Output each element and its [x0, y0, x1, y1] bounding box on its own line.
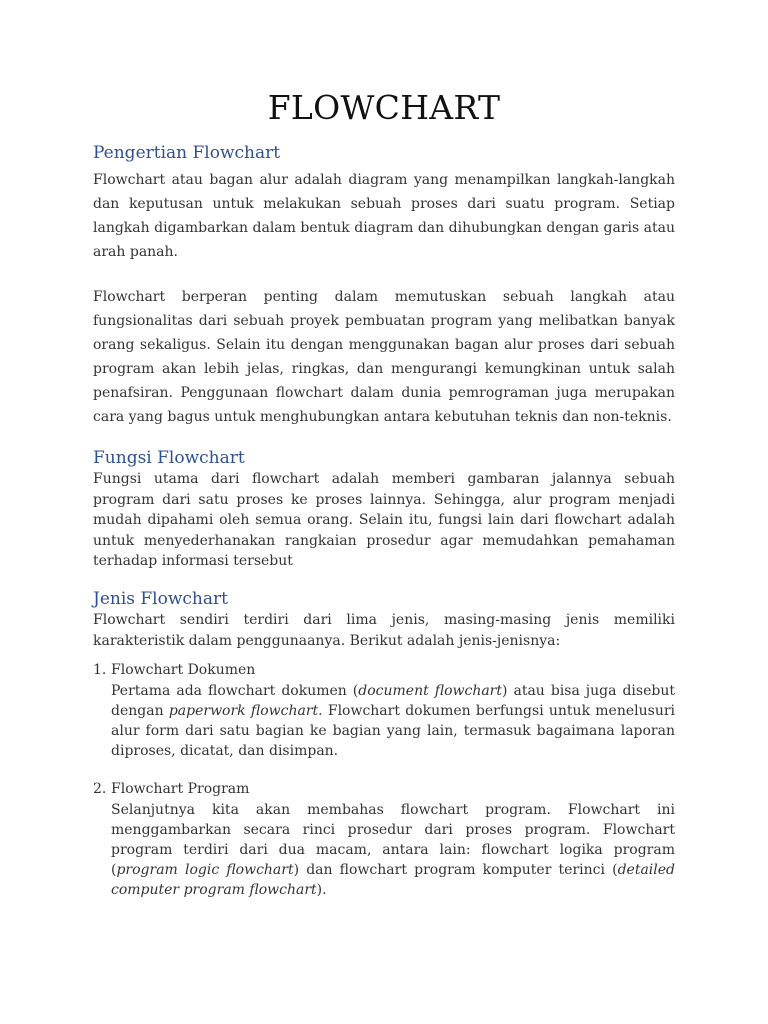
list-item-title-2: Flowchart Program	[111, 781, 250, 797]
list-number-1: 1.	[93, 662, 107, 678]
heading-fungsi: Fungsi Flowchart	[93, 448, 245, 468]
list-item-body-2: Selanjutnya kita akan membahas flowchart program. Flowchart ini menggambarkan secara rinci prosedur dari proses program. Flowchart program terdiri dari dua macam, antara lain: flowchart logika program (program logic flowchart) dan flowchart program komputer terinci (detailed computer program flowchart).	[111, 802, 675, 898]
list-item-title-1: Flowchart Dokumen	[111, 662, 256, 678]
paragraph-pengertian-1: Flowchart atau bagan alur adalah diagram yang menampilkan langkah-langkah dan keputusan untuk melakukan sebuah proses dari suatu program. Setiap langkah digambarkan dalam bentuk diagram dan dihubungkan dengan garis atau arah panah.	[93, 172, 675, 260]
paragraph-pengertian-2: Flowchart berperan penting dalam memutuskan sebuah langkah atau fungsionalitas dari sebuah proyek pembuatan program yang melibatkan banyak orang sekaligus. Selain itu dengan menggunakan bagan alur proses dari sebuah program akan lebih jelas, ringkas, dan mengurangi kemungkinan untuk salah penafsiran. Penggunaan flowchart dalam dunia pemrograman juga merupakan cara yang bagus untuk menghubungkan antara kebutuhan teknis dan non-teknis.	[93, 289, 675, 425]
heading-pengertian: Pengertian Flowchart	[93, 143, 281, 163]
heading-jenis: Jenis Flowchart	[93, 589, 228, 609]
page-title: FLOWCHART	[267, 88, 501, 127]
list-item-body-1: Pertama ada flowchart dokumen (document flowchart) atau bisa juga disebut dengan paperwork flowchart. Flowchart dokumen berfungsi untuk menelusuri alur form dari satu bagian ke bagian yang lain, termasuk bagaimana laporan diproses, dicatat, dan disimpan.	[111, 683, 676, 759]
list-number-2: 2.	[93, 781, 107, 797]
paragraph-jenis: Flowchart sendiri terdiri dari lima jenis, masing-masing jenis memiliki karakteristik dalam penggunaanya. Berikut adalah jenis-jenisnya:	[93, 612, 675, 649]
paragraph-fungsi: Fungsi utama dari flowchart adalah memberi gambaran jalannya sebuah program dari satu proses ke proses lainnya. Sehingga, alur program menjadi mudah dipahami oleh semua orang. Selain itu, fungsi lain dari flowchart adalah untuk menyederhanakan rangkaian prosedur agar memudahkan pemahaman terhadap informasi tersebut	[93, 471, 675, 569]
